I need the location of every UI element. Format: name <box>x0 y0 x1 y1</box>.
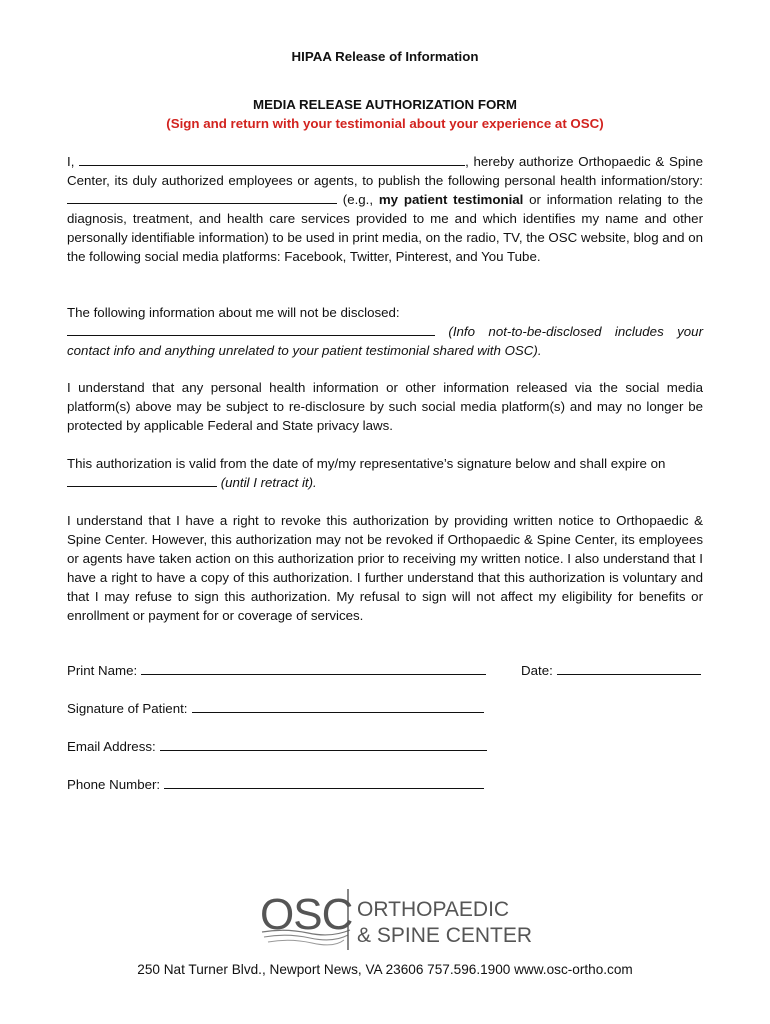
text-segment: This authorization is valid from the date of my/my representative’s signature below and shall expire on <box>67 456 666 471</box>
date-row <box>521 661 701 681</box>
email-input[interactable] <box>160 737 487 751</box>
email-row <box>67 737 487 757</box>
text-segment: , hereby authorize Orthopaedic & Spine Center, its duly authorized employees or agents, to publish the following personal health information/story: <box>67 154 703 188</box>
document-title: HIPAA Release of Information <box>291 49 479 64</box>
revocation-paragraph: I understand that I have a right to revoke this authorization by providing written notice to Orthopaedic & Spine Center. However, this authorization may not be revoked if Orthopaedic & Spine Center, its employees or agents have taken action on this authorization prior to receiving my written notice. I also understand that I have a right to have a copy of this authorization. I further understand that this authorization is voluntary and that I may refuse to sign this authorization. My refusal to sign will not affect my eligibility for benefits or enrollment or payment for or coverage of services. <box>67 513 703 623</box>
phone-label: Phone Number: <box>67 777 161 792</box>
osc-logo <box>260 884 533 954</box>
osc-logo-graphic <box>260 884 533 954</box>
not-disclosed-blank-field[interactable] <box>67 322 435 336</box>
non-disclosure-paragraph <box>67 303 703 360</box>
authorization-paragraph <box>67 152 703 266</box>
print-name-row <box>67 661 486 681</box>
form-title: MEDIA RELEASE AUTHORIZATION FORM <box>253 97 517 112</box>
not-disclosed-note: (Info not-to-be-disclosed includes your contact info and anything unrelated to your patient testimonial shared with OSC). <box>67 324 703 358</box>
logo-line-2: & SPINE CENTER <box>357 924 533 947</box>
signature-input[interactable] <box>192 699 484 713</box>
footer-contact: 250 Nat Turner Blvd., Newport News, VA 23606 757.596.1900 www.osc-ortho.com <box>137 962 633 977</box>
redisclosure-paragraph: I understand that any personal health information or other information released via the social media platform(s) above may be subject to re-disclosure by such social media platform(s) and may no longer be protected by applicable Federal and State privacy laws. <box>67 380 703 433</box>
signature-row <box>67 699 484 719</box>
print-name-label: Print Name: <box>67 663 138 678</box>
logo-line-1: ORTHOPAEDIC <box>357 898 510 921</box>
story-blank-field[interactable] <box>67 190 337 204</box>
phone-row <box>67 775 484 795</box>
logo-abbr: OSC <box>260 890 353 939</box>
text-segment: (e.g., <box>337 192 379 207</box>
expiration-paragraph <box>67 454 703 492</box>
expiration-note: (until I retract it). <box>217 475 317 490</box>
testimonial-emphasis: my patient testimonial <box>378 192 524 207</box>
email-label: Email Address: <box>67 739 156 754</box>
form-page <box>67 0 703 1024</box>
text-segment: The following information about me will not be disclosed: <box>67 305 400 320</box>
date-label: Date: <box>521 663 553 678</box>
print-name-input[interactable] <box>141 661 486 675</box>
name-blank-field[interactable] <box>79 152 465 166</box>
text-segment: I, <box>67 154 80 169</box>
date-input[interactable] <box>557 661 701 675</box>
signature-label: Signature of Patient: <box>67 701 188 716</box>
phone-input[interactable] <box>164 775 484 789</box>
logo-wave-3 <box>268 940 344 945</box>
expiration-blank-field[interactable] <box>67 473 217 487</box>
form-subtitle: (Sign and return with your testimonial about your experience at OSC) <box>166 116 604 131</box>
text-segment: or information relating to the diagnosis, treatment, and health care services provided to me and which identifies my name and other personally identifiable information) to be used in print media, on the radio, TV, the OSC website, blog and on the following social media platforms: Facebook, Twitter, Pinterest, and You Tube. <box>67 192 703 264</box>
